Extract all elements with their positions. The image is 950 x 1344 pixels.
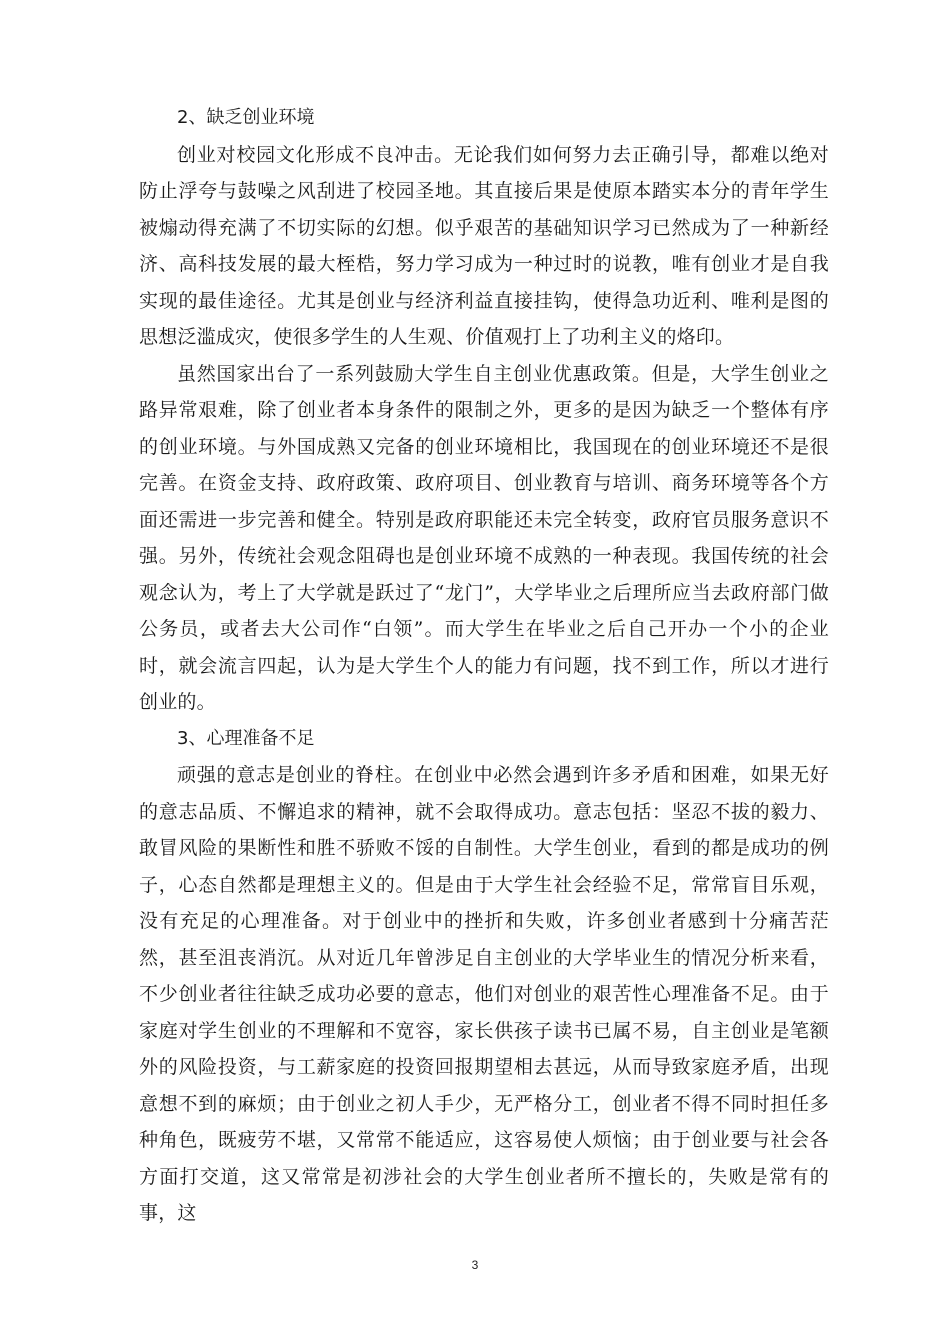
section-heading-3: 3、心理准备不足 (177, 727, 315, 749)
paragraph-1: 创业对校园文化形成不良冲击。无论我们如何努力去正确引导，都难以绝对防止浮夸与鼓噪之风刮进了校园圣地。其直接后果是使原本踏实本分的青年学生被煽动得充满了不切实际的幻想。似乎艰苦的基础知识学习已然成为了一种新经济、高科技发展的最大桎梏，努力学习成为一种过时的说教，唯有创业才是自我实现的最佳途径。尤其是创业与经济利益直接挂钩，使得急功近利、唯利是图的思想泛滥成灾，使很多学生的人生观、价值观打上了功利主义的烙印。 (139, 143, 829, 348)
paragraph-2: 虽然国家出台了一系列鼓励大学生自主创业优惠政策。但是，大学生创业之路异常艰难，除了创业者本身条件的限制之外，更多的是因为缺乏一个整体有序的创业环境。与外国成熟又完备的创业环境相比，我国现在的创业环境还不是很完善。在资金支持、政府政策、政府项目、创业教育与培训、商务环境等各个方面还需进一步完善和健全。特别是政府职能还未完全转变，政府官员服务意识不强。另外，传统社会观念阻碍也是创业环境不成熟的一种表现。我国传统的社会观念认为，考上了大学就是跃过了“龙门”，大学毕业之后理所应当去政府部门做公务员，或者去大公司作“白领”。而大学生在毕业之后自己开办一个小的企业时，就会流言四起，认为是大学生个人的能力有问题，找不到工作，所以才进行创业的。 (139, 362, 829, 713)
document-body (139, 100, 829, 1232)
section-heading-2: 2、缺乏创业环境 (177, 107, 315, 128)
paragraph-3: 顽强的意志是创业的脊柱。在创业中必然会遇到许多矛盾和困难，如果无好的意志品质、不懈追求的精神，就不会取得成功。意志包括：坚忍不拔的毅力、敢冒风险的果断性和胜不骄败不馁的自制性。大学生创业，看到的都是成功的例子，心态自然都是理想主义的。但是由于大学生社会经验不足，常常盲目乐观，没有充足的心理准备。对于创业中的挫折和失败，许多创业者感到十分痛苦茫然，甚至沮丧消沉。从对近几年曾涉足自主创业的大学毕业生的情况分析来看，不少创业者往往缺乏成功必要的意志，他们对创业的艰苦性心理准备不足。由于家庭对学生创业的不理解和不宽容，家长供孩子读书已属不易，自主创业是笔额外的风险投资，与工薪家庭的投资回报期望相去甚远，从而导致家庭矛盾，出现意想不到的麻烦；由于创业之初人手少，无严格分工，创业者不得不同时担任多种角色，既疲劳不堪，又常常不能适应，这容易使人烦恼；由于创业要与社会各方面打交道，这又常常是初涉社会的大学生创业者所不擅长的，失败是常有的事，这 (139, 764, 829, 1224)
page-number: 3 (471, 1258, 479, 1272)
